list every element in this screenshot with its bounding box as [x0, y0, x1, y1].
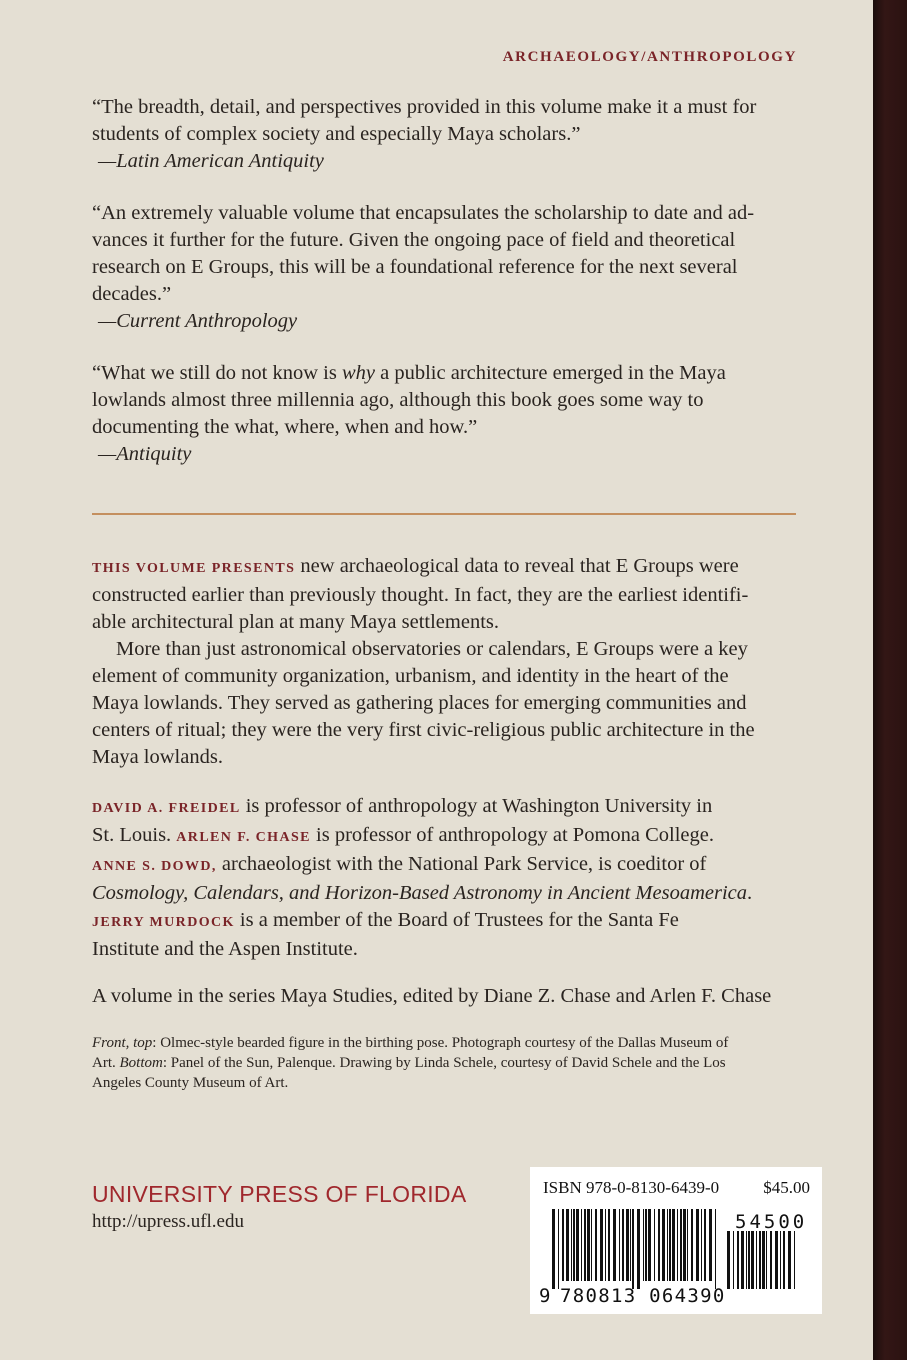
- publisher-url[interactable]: http://upress.ufl.edu: [92, 1211, 244, 1232]
- section-divider: [92, 513, 796, 515]
- barcode-bar: [751, 1231, 754, 1289]
- category-label: ARCHAEOLOGY/ANTHROPOLOGY: [502, 49, 797, 65]
- barcode-bar: [558, 1209, 559, 1289]
- review-quotes: [92, 94, 804, 493]
- barcode-bar: [654, 1209, 655, 1281]
- barcode-bar: [759, 1231, 761, 1289]
- barcode-bar: [595, 1209, 597, 1281]
- barcode-digits: 780813 064390: [560, 1285, 726, 1307]
- author-name: DAVID A. FREIDEL: [92, 801, 241, 816]
- description-paragraph: More than just astronomical observatories or calendars, E Groups were a key element of community organization, urbanism, and identity in the heart of the Maya lowlands. They served as gathering places for emerging communities and centers of ritual; they were the very first civic-religious public architecture in the Maya lowlands.: [92, 638, 755, 768]
- author-bios: DAVID A. FREIDEL is professor of anthropology at Washington University in St. Louis. ARLEN F. CHASE is professor of anthropology at Pomona College. ANNE S. DOWD, archaeologist with the National Park Service, is coeditor of Cosmology, Calendars, and Horizon-Based Astronomy in Ancient Mesoamerica. JERRY MURDOCK is a member of the Board of Trustees for the Santa Fe Institute and the Aspen Institute.: [92, 795, 753, 960]
- barcode-bar: [746, 1231, 747, 1289]
- barcode-bar: [566, 1209, 569, 1281]
- barcode-bar: [733, 1231, 734, 1289]
- description-paragraph: THIS VOLUME PRESENTS new archaeological data to reveal that E Groups were constructed earlier than previously thought. In fact, they are the earliest identifi- able architectural plan at many Maya settlements.: [92, 555, 749, 633]
- book-title: Cosmology, Calendars, and Horizon-Based Astronomy in Ancient Mesoamerica: [92, 882, 748, 904]
- barcode-bar: [669, 1209, 671, 1281]
- barcode-bar: [766, 1231, 767, 1289]
- barcode-bar: [775, 1231, 778, 1289]
- barcode-bar: [691, 1209, 693, 1281]
- barcode-bar: [762, 1231, 765, 1289]
- barcode-bar: [630, 1209, 631, 1281]
- addon-barcode-bars: [727, 1231, 795, 1289]
- barcode-bar: [562, 1209, 564, 1281]
- barcode-bar: [687, 1209, 688, 1281]
- cover-credits: Front, top: Olmec-style bearded figure in the birthing pose. Photograph courtesy of the Dallas Museum of Art. Bottom: Panel of the Sun, Palenque. Drawing by Linda Schele, courtesy of David Schele and the Los Angeles County Museum of Art.: [92, 1035, 729, 1091]
- barcode-bar: [701, 1209, 702, 1281]
- addon-digits: 54500: [735, 1211, 808, 1233]
- barcode-bar: [622, 1209, 624, 1281]
- barcode-bar: [591, 1209, 592, 1281]
- barcode-bar: [696, 1209, 699, 1281]
- barcode-bar: [552, 1209, 555, 1289]
- barcode-bar: [737, 1231, 739, 1289]
- barcode-bar: [637, 1209, 640, 1289]
- barcode-bar: [573, 1209, 575, 1281]
- description-lead: THIS VOLUME PRESENTS: [92, 561, 296, 576]
- barcode-bar: [613, 1209, 616, 1281]
- barcode-bar: [600, 1209, 603, 1281]
- review-quote: [92, 94, 804, 175]
- barcode-bar: [683, 1209, 686, 1281]
- barcode-bar: [576, 1209, 579, 1281]
- barcode-bar: [571, 1209, 572, 1281]
- barcode-bar: [741, 1231, 744, 1289]
- barcode-bar: [667, 1209, 668, 1281]
- quote-source: —Current Anthropology: [98, 310, 298, 332]
- barcode-bar: [748, 1231, 750, 1289]
- review-quote: [92, 360, 804, 468]
- barcode-bar: [672, 1209, 675, 1281]
- barcode-bar: [677, 1209, 678, 1281]
- publisher-name: UNIVERSITY PRESS OF FLORIDA: [92, 1181, 467, 1207]
- price: $45.00: [763, 1178, 810, 1197]
- barcode-bar: [632, 1209, 634, 1289]
- barcode-bar: [643, 1209, 644, 1281]
- barcode-bar: [584, 1209, 586, 1281]
- isbn-barcode: [530, 1167, 822, 1314]
- barcode-bar: [648, 1209, 651, 1281]
- quote-source: —Antiquity: [98, 443, 192, 465]
- barcode-bar: [704, 1209, 706, 1281]
- quote-text: “An extremely valuable volume that encapsulates the scholarship to date and ad- vances it further for the future. Given the ongoing pace of field and theoretical research on E Groups, this will be a foundational reference for the next several decades.”: [92, 202, 755, 305]
- barcode-bar: [709, 1209, 712, 1281]
- author-name: JERRY MURDOCK: [92, 915, 235, 930]
- barcode-bar: [715, 1209, 716, 1289]
- isbn-number: ISBN 978-0-8130-6439-0: [543, 1178, 720, 1197]
- barcode-bar: [645, 1209, 647, 1281]
- barcode-bar: [770, 1231, 772, 1289]
- author-name: ANNE S. DOWD,: [92, 859, 217, 874]
- barcode-bar: [658, 1209, 660, 1281]
- barcode-bar: [605, 1209, 606, 1281]
- quote-text: “The breadth, detail, and perspectives provided in this volume make it a must for students of complex society and especially Maya scholars.”: [92, 96, 757, 145]
- quote-text: “What we still do not know is why a public architecture emerged in the Maya lowlands almost three millennia ago, although this book goes some way to documenting the what, where, when and how.”: [92, 362, 726, 438]
- barcode-bar: [794, 1231, 795, 1289]
- quote-source: —Latin American Antiquity: [98, 150, 324, 172]
- series-note: A volume in the series Maya Studies, edited by Diane Z. Chase and Arlen F. Chase: [92, 985, 772, 1007]
- barcode-bar: [619, 1209, 620, 1281]
- barcode-bar: [727, 1231, 730, 1289]
- book-spine-edge: [873, 0, 907, 1360]
- barcode-bar: [783, 1231, 785, 1289]
- barcode-bar: [680, 1209, 682, 1281]
- barcode-bar: [662, 1209, 665, 1281]
- barcode-bar: [587, 1209, 590, 1281]
- barcode-bar: [756, 1231, 757, 1289]
- barcode-first-digit: 9: [539, 1285, 551, 1307]
- ean-barcode-bars: [552, 1209, 718, 1289]
- author-name: ARLEN F. CHASE: [176, 830, 311, 845]
- barcode-bar: [581, 1209, 582, 1281]
- book-description: [92, 553, 804, 771]
- barcode-bar: [788, 1231, 791, 1289]
- barcode-bar: [626, 1209, 629, 1281]
- barcode-bar: [608, 1209, 610, 1281]
- review-quote: [92, 200, 804, 335]
- barcode-bar: [780, 1231, 781, 1289]
